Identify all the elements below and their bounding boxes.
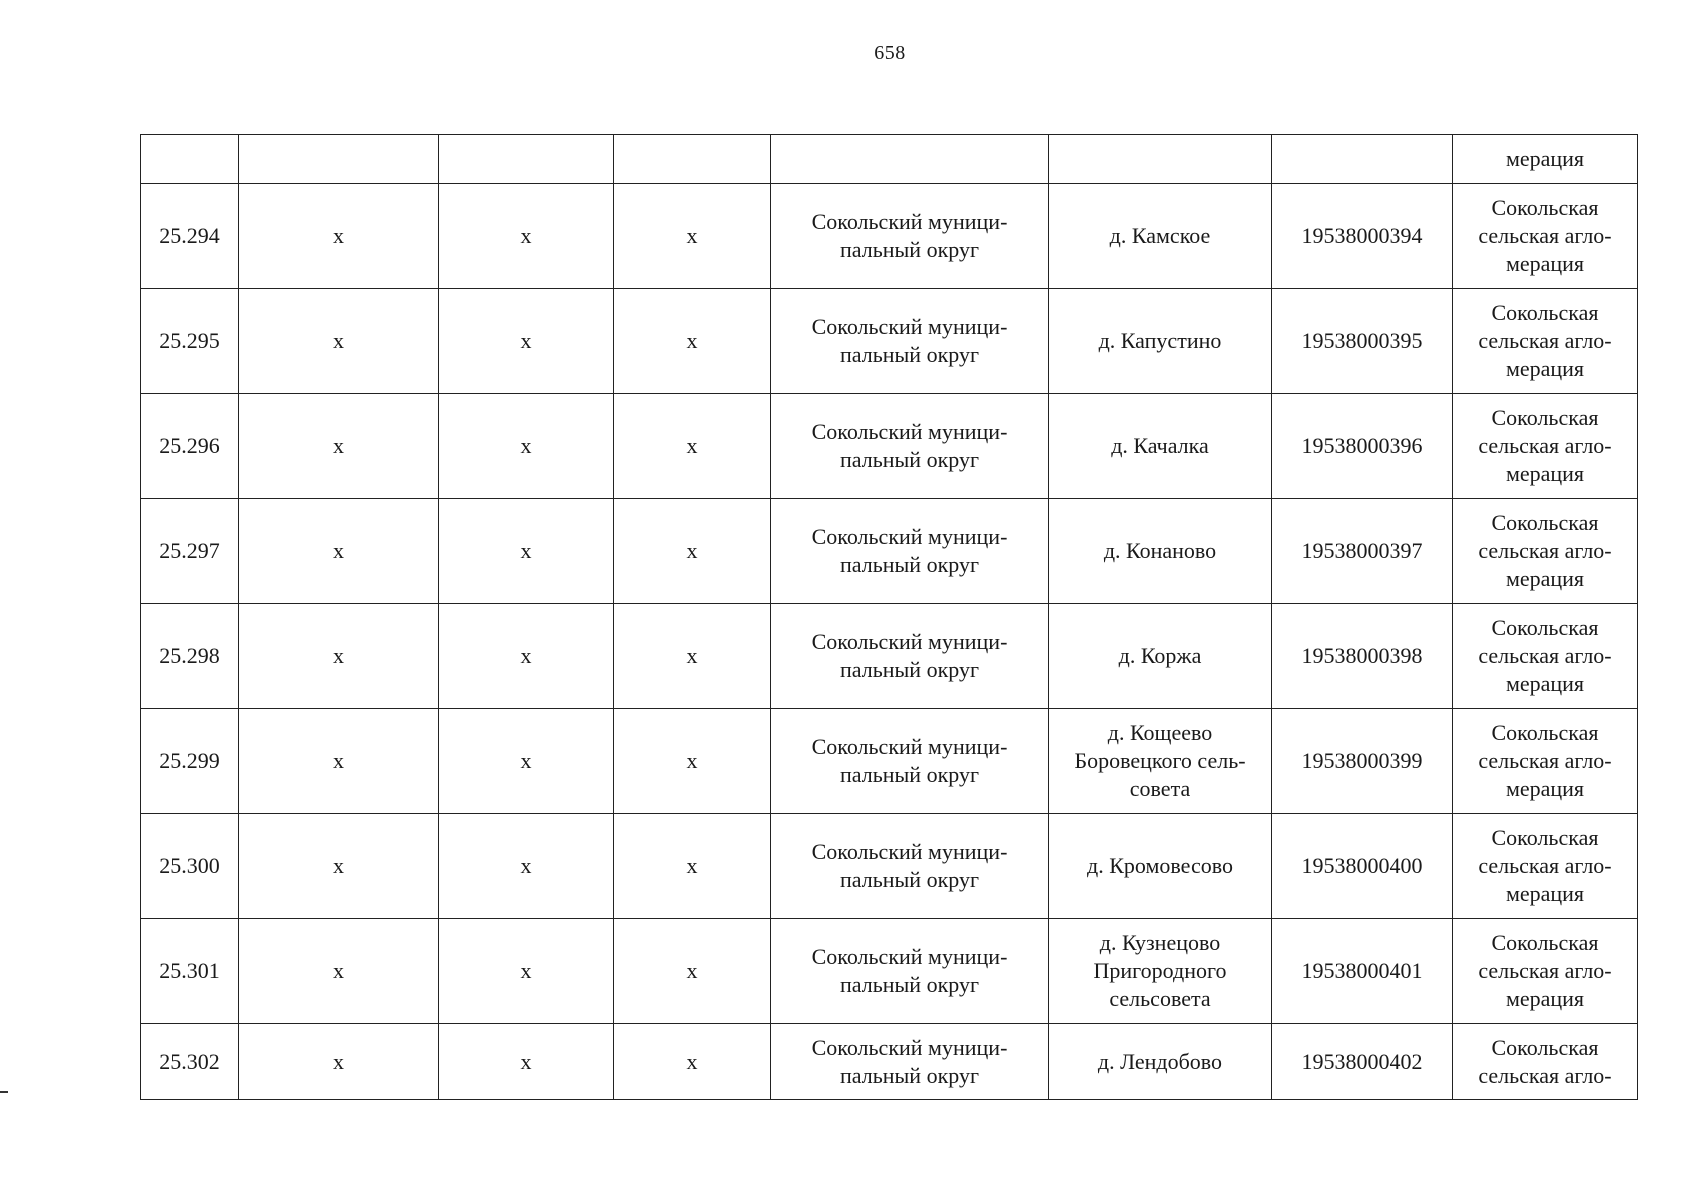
cell-municipality xyxy=(771,184,1049,289)
cell-municipality xyxy=(771,814,1049,919)
cell-municipality xyxy=(771,604,1049,709)
municipality-line: пальный округ xyxy=(840,867,979,892)
table-row xyxy=(141,289,1638,394)
cell-code: 19538000395 xyxy=(1272,289,1453,394)
locality-line: Пригородного xyxy=(1093,958,1227,983)
cell-b: x xyxy=(439,184,614,289)
municipality-line: Сокольский муници- xyxy=(811,524,1008,549)
table-row xyxy=(141,604,1638,709)
locality-line: сельсовета xyxy=(1109,986,1211,1011)
cell-aggregation xyxy=(1453,184,1638,289)
cell-a: x xyxy=(239,604,439,709)
cell-locality: д. Камское xyxy=(1049,184,1272,289)
cell-municipality xyxy=(771,135,1049,184)
cell-a: x xyxy=(239,709,439,814)
municipality-line: Сокольский муници- xyxy=(811,944,1008,969)
cell-b: x xyxy=(439,814,614,919)
cell-municipality xyxy=(771,919,1049,1024)
aggregation-line: сельская агло- xyxy=(1478,853,1612,878)
cell-municipality xyxy=(771,394,1049,499)
cell-municipality xyxy=(771,709,1049,814)
cell-aggregation xyxy=(1453,289,1638,394)
cell-code: 19538000400 xyxy=(1272,814,1453,919)
cell-code: 19538000398 xyxy=(1272,604,1453,709)
cell-aggregation xyxy=(1453,394,1638,499)
cell-c xyxy=(614,135,771,184)
cell-a: x xyxy=(239,1024,439,1100)
aggregation-line: мерация xyxy=(1505,776,1585,801)
cell-code: 19538000394 xyxy=(1272,184,1453,289)
table-row xyxy=(141,499,1638,604)
cell-locality: д. Коржа xyxy=(1049,604,1272,709)
table-row xyxy=(141,814,1638,919)
municipality-line: пальный округ xyxy=(840,447,979,472)
cell-a: x xyxy=(239,184,439,289)
cell-aggregation: мерация xyxy=(1453,135,1638,184)
aggregation-line: мерация xyxy=(1505,251,1585,276)
aggregation-line: Сокольская xyxy=(1491,930,1599,955)
aggregation-line: Сокольская xyxy=(1491,300,1599,325)
cell-c: x xyxy=(614,499,771,604)
cell-num: 25.294 xyxy=(141,184,239,289)
aggregation-line: мерация xyxy=(1505,356,1585,381)
cell-code: 19538000396 xyxy=(1272,394,1453,499)
aggregation-line: мерация xyxy=(1505,986,1585,1011)
table-row xyxy=(141,394,1638,499)
municipality-line: пальный округ xyxy=(840,1062,979,1088)
cell-b: x xyxy=(439,1024,614,1100)
aggregation-line: сельская агло- xyxy=(1478,643,1612,668)
aggregation-line: Сокольская xyxy=(1491,615,1599,640)
cell-aggregation xyxy=(1453,919,1638,1024)
municipality-line: пальный округ xyxy=(840,237,979,262)
aggregation-line: Сокольская xyxy=(1491,825,1599,850)
cell-num: 25.296 xyxy=(141,394,239,499)
cell-aggregation xyxy=(1453,814,1638,919)
cell-num: 25.299 xyxy=(141,709,239,814)
cell-locality: д. Качалка xyxy=(1049,394,1272,499)
municipality-line: Сокольский муници- xyxy=(811,734,1008,759)
cell-num: 25.302 xyxy=(141,1024,239,1100)
municipality-line: пальный округ xyxy=(840,972,979,997)
cell-locality: д. Капустино xyxy=(1049,289,1272,394)
cell-code: 19538000401 xyxy=(1272,919,1453,1024)
cell-locality xyxy=(1049,709,1272,814)
cell-code: 19538000397 xyxy=(1272,499,1453,604)
cell-code: 19538000402 xyxy=(1272,1024,1453,1100)
cell-aggregation xyxy=(1453,709,1638,814)
margin-mark xyxy=(0,1091,8,1093)
cell-num: 25.298 xyxy=(141,604,239,709)
settlements-table xyxy=(140,134,1638,1100)
locality-line: совета xyxy=(1129,776,1191,801)
cell-b: x xyxy=(439,499,614,604)
municipality-line: Сокольский муници- xyxy=(811,209,1008,234)
continuation-row xyxy=(141,135,1638,184)
cell-b: x xyxy=(439,604,614,709)
cell-num xyxy=(141,135,239,184)
cell-locality: д. Конаново xyxy=(1049,499,1272,604)
cell-municipality xyxy=(771,1024,1049,1100)
locality-line: д. Кощеево xyxy=(1107,720,1213,745)
aggregation-line: сельская агло- xyxy=(1478,538,1612,563)
table-row xyxy=(141,184,1638,289)
cell-c: x xyxy=(614,289,771,394)
cell-aggregation xyxy=(1453,604,1638,709)
cell-locality xyxy=(1049,919,1272,1024)
cell-code: 19538000399 xyxy=(1272,709,1453,814)
aggregation-line: сельская агло- xyxy=(1478,748,1612,773)
municipality-line: пальный округ xyxy=(840,657,979,682)
aggregation-line: сельская агло- xyxy=(1478,958,1612,983)
aggregation-line: сельская агло- xyxy=(1478,1062,1612,1088)
cell-aggregation xyxy=(1453,499,1638,604)
cell-locality: д. Лендобово xyxy=(1049,1024,1272,1100)
cell-b: x xyxy=(439,709,614,814)
cell-a: x xyxy=(239,814,439,919)
aggregation-line: Сокольская xyxy=(1491,195,1599,220)
cell-a: x xyxy=(239,289,439,394)
municipality-line: пальный округ xyxy=(840,762,979,787)
cell-c: x xyxy=(614,919,771,1024)
locality-line: Боровецкого сель- xyxy=(1074,748,1246,773)
municipality-line: пальный округ xyxy=(840,342,979,367)
cell-municipality xyxy=(771,289,1049,394)
cell-c: x xyxy=(614,814,771,919)
cell-num: 25.300 xyxy=(141,814,239,919)
aggregation-line: Сокольская xyxy=(1491,405,1599,430)
locality-line: д. Кузнецово xyxy=(1099,930,1221,955)
municipality-line: Сокольский муници- xyxy=(811,839,1008,864)
municipality-line: Сокольский муници- xyxy=(811,419,1008,444)
aggregation-line: Сокольская xyxy=(1491,720,1599,745)
cell-b: x xyxy=(439,394,614,499)
cell-num: 25.301 xyxy=(141,919,239,1024)
municipality-line: пальный округ xyxy=(840,552,979,577)
municipality-line: Сокольский муници- xyxy=(811,1034,1008,1060)
aggregation-line: мерация xyxy=(1505,566,1585,591)
cell-locality: д. Кромовесово xyxy=(1049,814,1272,919)
municipality-line: Сокольский муници- xyxy=(811,629,1008,654)
cell-code xyxy=(1272,135,1453,184)
table-row xyxy=(141,1024,1638,1100)
aggregation-line: сельская агло- xyxy=(1478,433,1612,458)
cell-a: x xyxy=(239,394,439,499)
aggregation-line: Сокольская xyxy=(1491,510,1599,535)
cell-municipality xyxy=(771,499,1049,604)
table-row xyxy=(141,919,1638,1024)
page-number: 658 xyxy=(874,42,906,64)
cell-c: x xyxy=(614,184,771,289)
cell-num: 25.295 xyxy=(141,289,239,394)
aggregation-line: мерация xyxy=(1505,461,1585,486)
cell-a xyxy=(239,135,439,184)
cell-c: x xyxy=(614,604,771,709)
cell-c: x xyxy=(614,1024,771,1100)
aggregation-line: мерация xyxy=(1505,671,1585,696)
aggregation-line: Сокольская xyxy=(1491,1034,1599,1060)
table-row xyxy=(141,709,1638,814)
municipality-line: Сокольский муници- xyxy=(811,314,1008,339)
cell-locality xyxy=(1049,135,1272,184)
cell-c: x xyxy=(614,394,771,499)
cell-b xyxy=(439,135,614,184)
cell-b: x xyxy=(439,919,614,1024)
aggregation-line: сельская агло- xyxy=(1478,223,1612,248)
aggregation-line: сельская агло- xyxy=(1478,328,1612,353)
cell-num: 25.297 xyxy=(141,499,239,604)
cell-a: x xyxy=(239,919,439,1024)
cell-b: x xyxy=(439,289,614,394)
cell-c: x xyxy=(614,709,771,814)
aggregation-line: мерация xyxy=(1505,881,1585,906)
cell-aggregation xyxy=(1453,1024,1638,1100)
cell-a: x xyxy=(239,499,439,604)
